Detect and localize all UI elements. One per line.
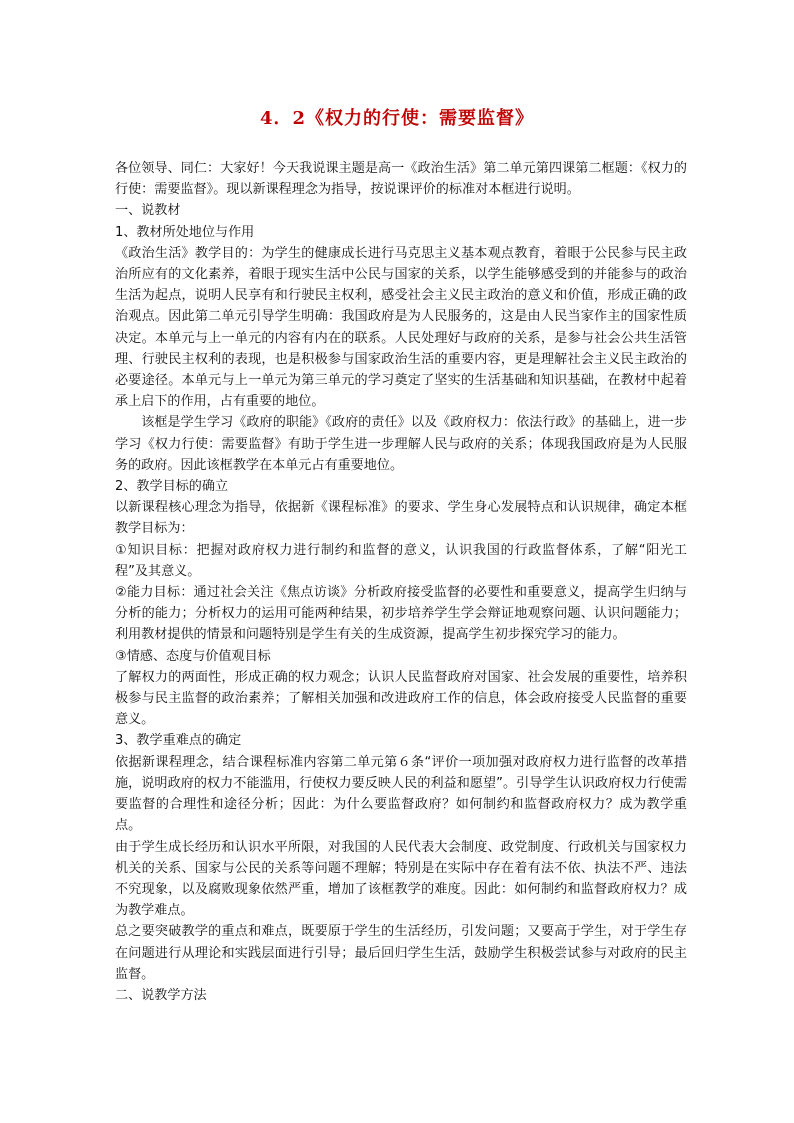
paragraph: 以新课程核心理念为指导，依据新《课程标准》的要求、学生身心发展特点和认识规律，确定本框教学目标为： <box>115 500 687 537</box>
subsection-heading: ③情感、态度与价值观目标 <box>115 648 271 664</box>
paragraph-intro: 各位领导、同仁：大家好！今天我说课主题是高一《政治生活》第二单元第四课第二框题：《权力的行使：需要监督》。现以新课程理念为指导，按说课评价的标准对本框进行说明。 <box>115 161 687 198</box>
section-heading: 一、说教材 <box>115 203 181 219</box>
paragraph: 该框是学生学习《政府的职能》《政府的责任》以及《政府权力：依法行政》的基础上，进一步学习《权力行使：需要监督》有助于学生进一步理解人民与政府的关系；体现我国政府是为人民服务的政府。因此该框教学在本单元占有重要地位。 <box>115 415 687 473</box>
paragraph: ①知识目标：把握对政府权力进行制约和监督的意义，认识我国的行政监督体系，了解“阳光工程”及其意义。 <box>115 542 687 579</box>
paragraph: 总之要突破教学的重点和难点，既要原于学生的生活经历，引发问题；又要高于学生，对于学生存在问题进行从理论和实践层面进行引导；最后回归学生生活，鼓励学生积极尝试参与对政府的民主监督。 <box>115 924 687 982</box>
subsection-heading: 2、教学目标的确立 <box>115 479 229 495</box>
document-body <box>115 158 687 1006</box>
paragraph: 了解权力的两面性，形成正确的权力观念；认识人民监督政府对国家、社会发展的重要性，培养积极参与民主监督的政治素养；了解相关加强和改进政府工作的信息，体会政府接受人民监督的重要意义。 <box>115 669 687 728</box>
paragraph: ②能力目标：通过社会关注《焦点访谈》分析政府接受监督的必要性和重要意义，提高学生归纳与分析的能力；分析权力的运用可能两种结果，初步培养学生学会辩证地观察问题、认识问题能力；利用教材提供的情景和问题特别是学生有关的生成资源，提高学生初步探究学习的能力。 <box>115 585 687 643</box>
section-heading: 二、说教学方法 <box>115 987 207 1003</box>
paragraph: 由于学生成长经历和认识水平所限，对我国的人民代表大会制度、政党制度、行政机关与国家权力机关的关系、国家与公民的关系等问题不理解；特别是在实际中存在着有法不依、执法不严、违法不究现象，以及腐败现象依然严重，增加了该框教学的难度。因此：如何制约和监督政府权力？成为教学难点。 <box>115 839 687 919</box>
subsection-heading: 3、教学重难点的确定 <box>115 733 242 749</box>
subsection-heading: 1、教材所处地位与作用 <box>115 224 255 240</box>
paragraph: 《政治生活》教学目的：为学生的健康成长进行马克思主义基本观点教育，着眼于公民参与民主政治所应有的文化素养，着眼于现实生活中公民与国家的关系，以学生能够感受到的并能参与的政治生活为起点，说明人民享有和行驶民主权利，感受社会主义民主政治的意义和价值，形成正确的政治观点。因此第二单元引导学生明确：我国政府是为人民服务的，这是由人民当家作主的国家性质决定。本单元与上一单元的内容有内在的联系。人民处理好与政府的关系，是参与社会公共生活管理、行驶民主权利的表现，也是积极参与国家政治生活的重要内容，更是理解社会主义民主政治的必要途径。本单元与上一单元为第三单元的学习奠定了坚实的生活基础和知识基础，在教材中起着承上启下的作用，占有重要的地位。 <box>115 245 687 410</box>
document-title: 4．2《权力的行使：需要监督》 <box>259 108 535 129</box>
paragraph: 依据新课程理念，结合课程标准内容第二单元第６条“评价一项加强对政府权力进行监督的改革措施，说明政府的权力不能滥用，行使权力要反映人民的利益和愿望”。引导学生认识政府权力行使需要监督的合理性和途径分析；因此：为什么要监督政府？如何制约和监督政府权力？成为教学重点。 <box>115 754 687 834</box>
